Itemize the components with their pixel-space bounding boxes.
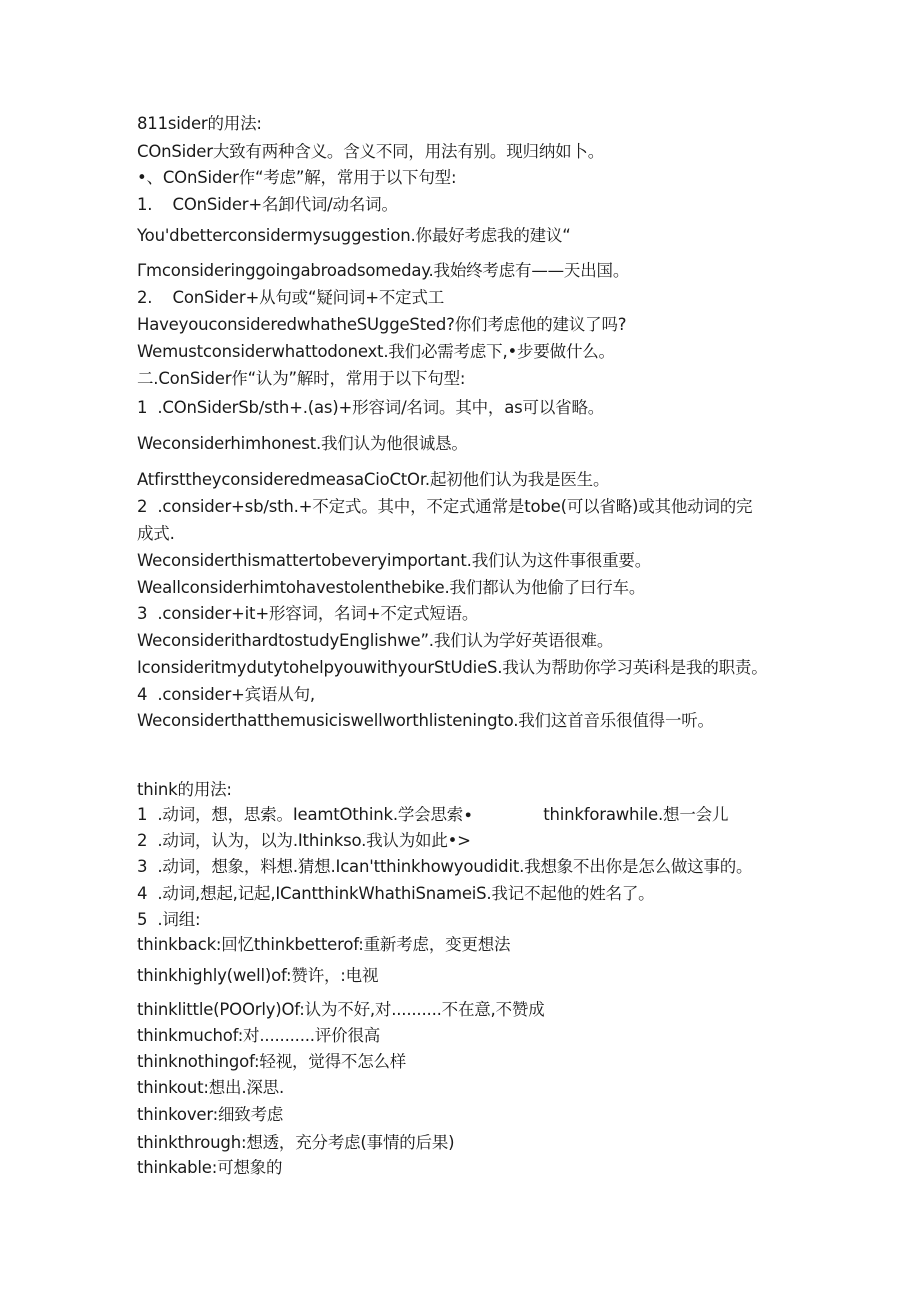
part2-example-3: Weconsiderthismattertobeveryimportant.我们认为这件事很重要。 — [137, 551, 651, 570]
think-item-2: 2 .动词，认为，以为.Ithinkso.我认为如此•> — [137, 831, 471, 850]
phrase-think-over: thinkover:细致考虑 — [137, 1105, 284, 1124]
think-item-1-example: thinkforawhile.想一会儿 — [543, 805, 729, 824]
think-item-3: 3 .动词，想象，料想.猜想.Ican'tthinkhowyoudidit.我想象不出你是怎么做这事的。 — [137, 857, 753, 876]
phrase-think-highly: thinkhighly(well)of:赞许，:电视 — [137, 966, 379, 985]
part2-example-5: WeconsiderithardtostudyEnglishwe”.我们认为学好英语很难。 — [137, 631, 614, 650]
part2-item-2: 2 .consider+sb∕sth.+不定式。其中，不定式通常是tobe(可以省略)或其他动词的完 — [137, 497, 753, 516]
phrase-think-little: thinklittle(POOrly)Of:认为不好,对..........不在意,不赞成 — [137, 1000, 545, 1019]
phrase-thinkable: thinkable:可想象的 — [137, 1158, 283, 1177]
phrase-think-much: thinkmuchof:对...........评价很高 — [137, 1026, 381, 1045]
think-item-1 — [137, 805, 728, 825]
consider-title: 811sider的用法: — [137, 114, 262, 133]
phrase-think-nothing: thinknothingof:轻视，觉得不怎么样 — [137, 1052, 407, 1071]
part2-example-6: IconsideritmydutytohelpyouwithyourStUdieS.我认为帮助你学习英i科是我的职责。 — [137, 658, 768, 677]
phrase-think-through: thinkthrough:想透，充分考虑(事情的后果) — [137, 1133, 455, 1152]
part2-item-1: 1 .COnSiderSb∕sth+.(as)+形容词/名词。其中，as可以省略。 — [137, 398, 605, 417]
consider-intro: COnSider大致有两种含义。含义不同，用法有别。现归纳如卜。 — [137, 142, 605, 161]
part2-item-4: 4 .consider+宾语从句, — [137, 685, 315, 704]
think-item-5: 5 .词组: — [137, 910, 201, 929]
part2-heading: 二.ConSider作“认为”解时，常用于以下句型: — [137, 369, 466, 388]
part2-example-1: Weconsiderhimhonest.我们认为他很诚恳。 — [137, 434, 468, 453]
part2-item-3: 3 .consider+it+形容词，名词+不定式短语。 — [137, 604, 479, 623]
part2-item-2-continued: 成式. — [137, 524, 175, 543]
phrase-think-back: thinkback:回忆thinkbetterof:重新考虑，变更想法 — [137, 935, 511, 954]
think-title: think的用法: — [137, 780, 232, 799]
part1-item-2: 2. ConSider+从句或“疑问词+不定式工 — [137, 288, 445, 307]
part1-example-2: Γmconsideringgoingabroadsomeday.我始终考虑有——天出国。 — [137, 261, 630, 280]
part1-example-3: HaveyouconsideredwhatheSUggeSted?你们考虑他的建议了吗? — [137, 315, 627, 334]
part2-example-2: AtfirsttheyconsideredmeasaCioCtOr.起初他们认为我是医生。 — [137, 470, 610, 489]
phrase-think-out: thinkout:想出.深思. — [137, 1078, 285, 1097]
part1-example-1: You'dbetterconsidermysuggestion.你最好考虑我的建议“ — [137, 226, 571, 245]
part2-example-4: Weallconsiderhimtohavestolenthebike.我们都认为他偷了曰行车。 — [137, 578, 646, 597]
part1-heading: •、COnSider作“考虑”解，常用于以下句型: — [137, 168, 457, 187]
part1-example-4: Wemustconsiderwhattodonext.我们必需考虑下,•步要做什么。 — [137, 342, 615, 361]
think-item-4: 4 .动词,想起,记起,ICantthinkWhathiSnameiS.我记不起他的姓名了。 — [137, 884, 655, 903]
part1-item-1: 1. COnSider+名卸代词/动名词。 — [137, 195, 398, 214]
part2-example-7: Weconsiderthatthemusiciswellworthlisteningto.我们这首音乐很值得一听。 — [137, 711, 714, 730]
think-item-1-meaning: 1 .动词，想，思索。IeamtOthink.学会思索∙ — [137, 805, 474, 824]
